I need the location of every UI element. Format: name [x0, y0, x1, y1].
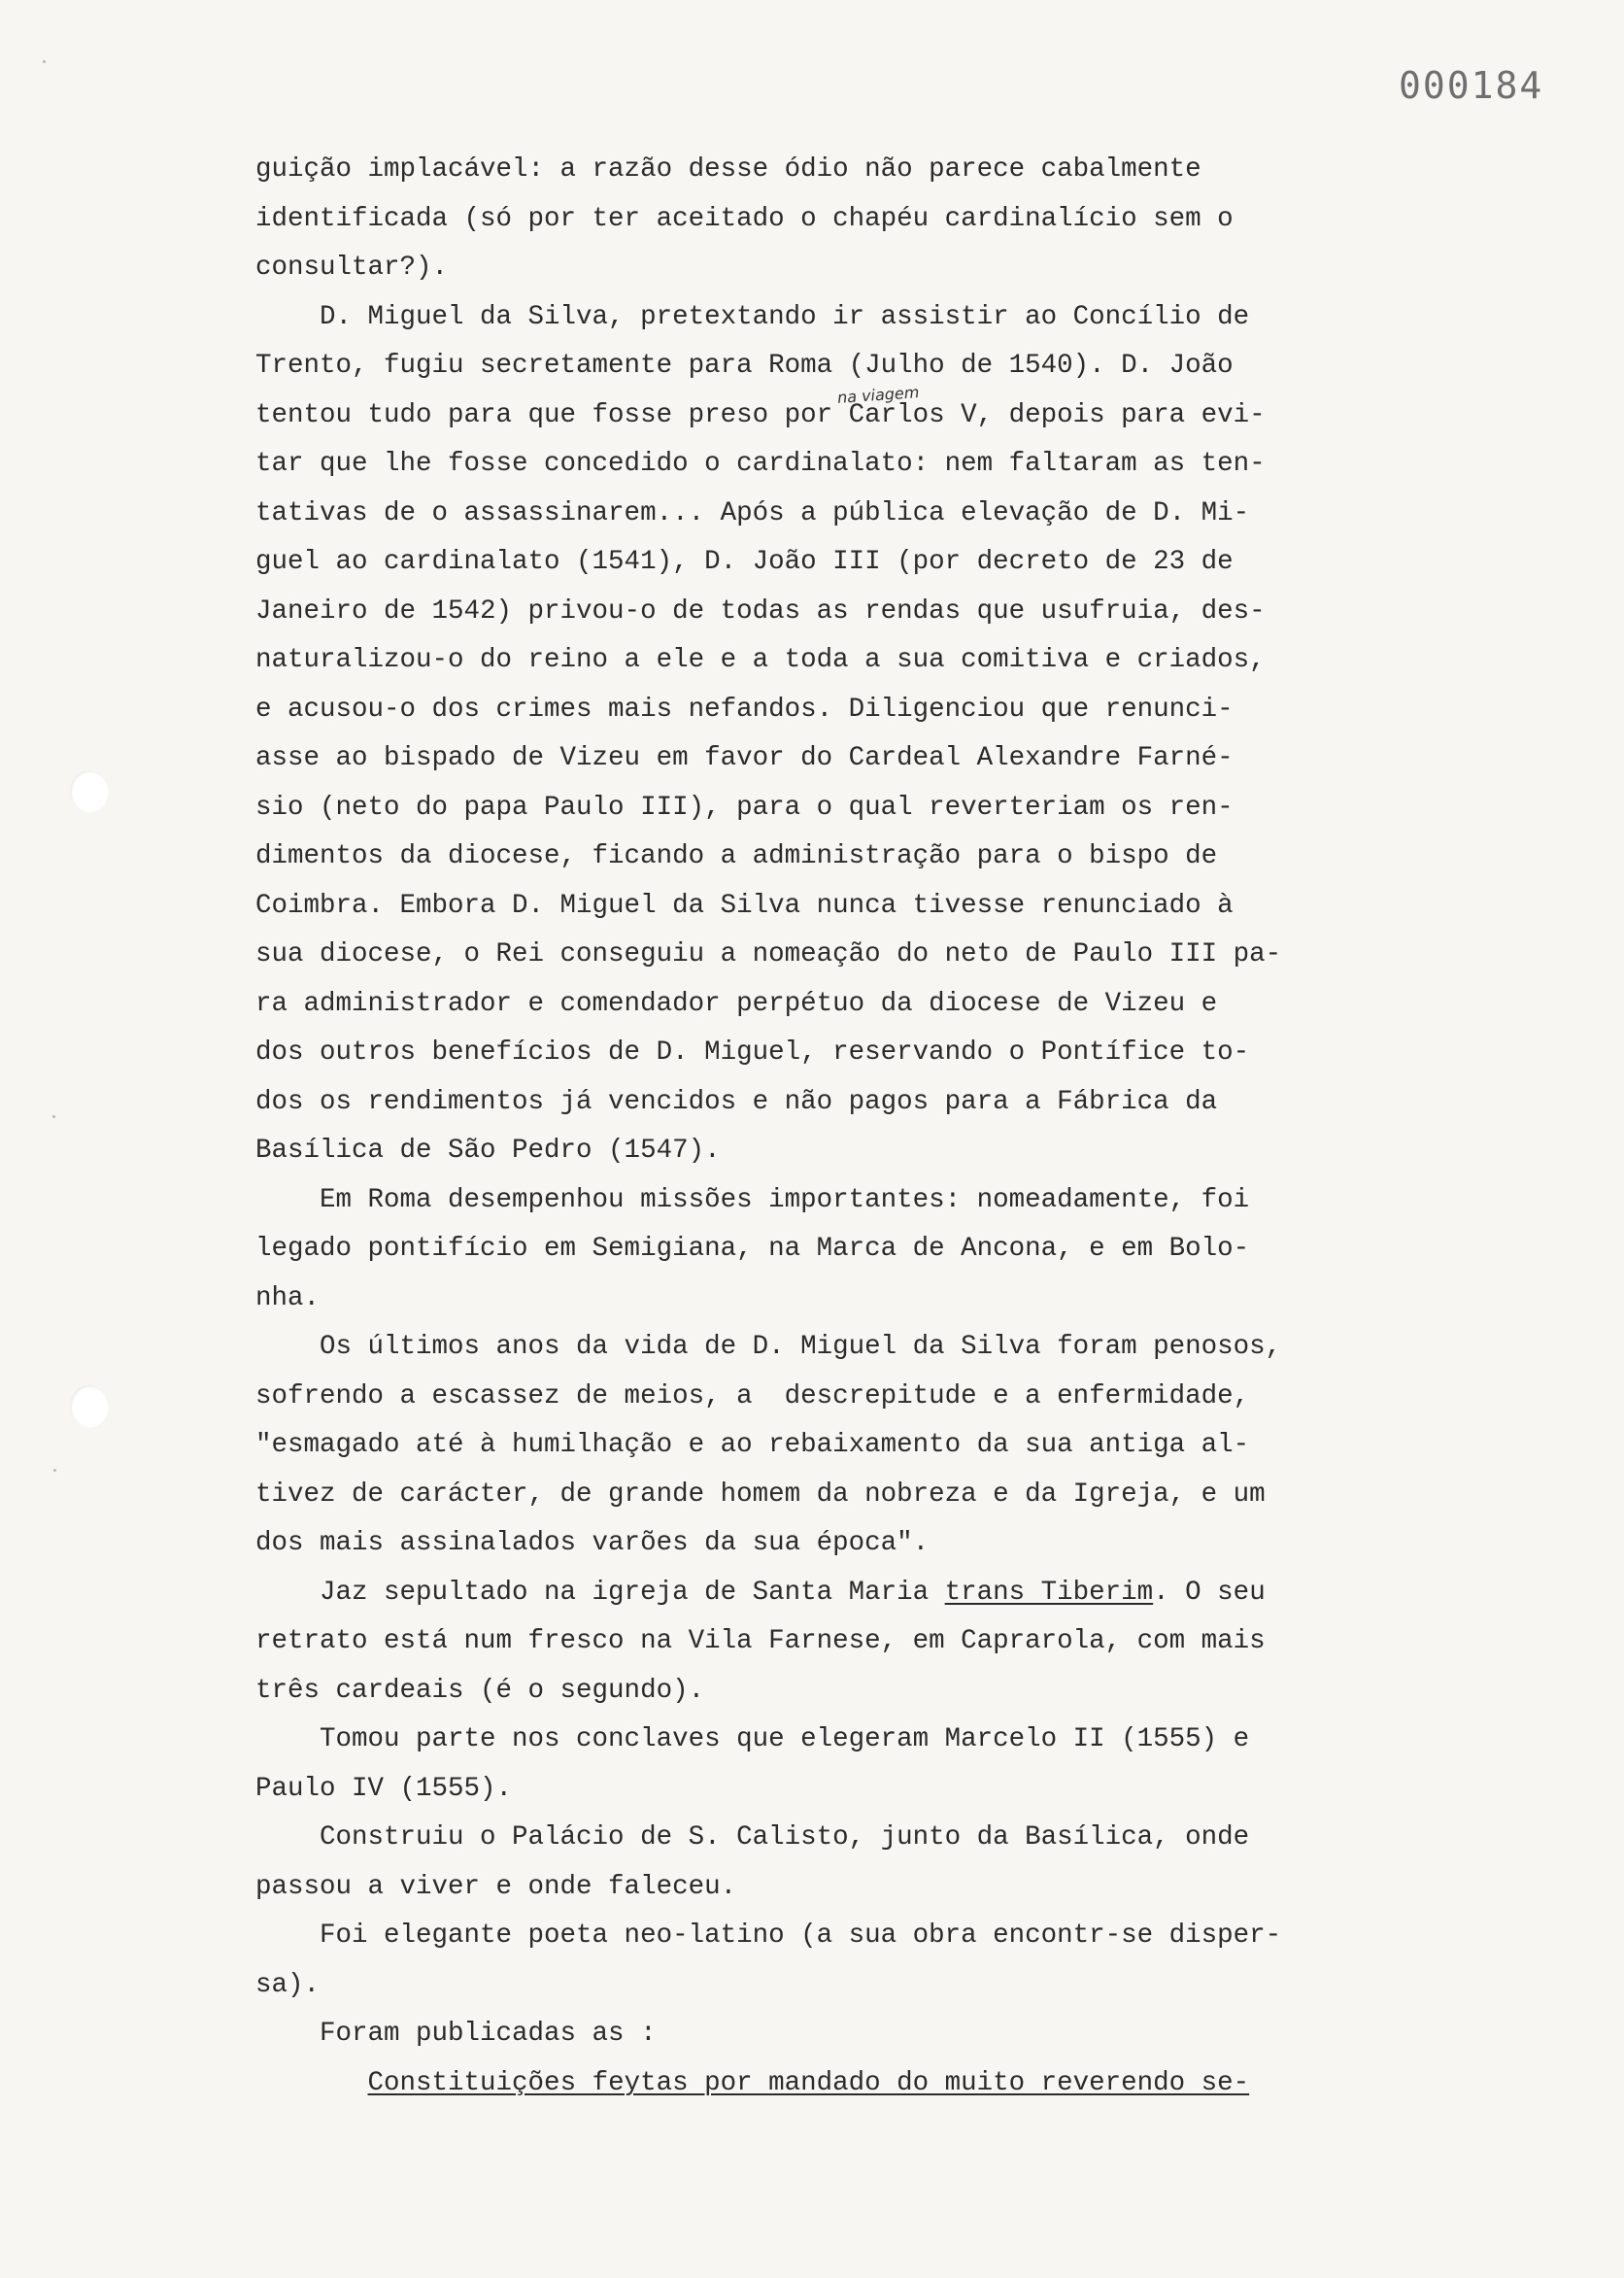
text-segment: sofrendo a escassez de meios, a descrepitude e a enfermidade,: [255, 1380, 1250, 1411]
text-line: [255, 882, 1528, 932]
text-segment: dos os rendimentos já vencidos e não pagos para a Fábrica da: [255, 1086, 1218, 1117]
paper-speck: [53, 1469, 56, 1472]
text-segment: Em Roma desempenhou missões importantes: nomeadamente, foi: [255, 1184, 1250, 1215]
text-line: [255, 784, 1528, 833]
text-segment: D. Miguel da Silva, pretextando ir assistir ao Concílio de: [255, 301, 1250, 332]
text-segment: tivez de carácter, de grande homem da nobreza e da Igreja, e um: [255, 1479, 1266, 1510]
text-line: [255, 1029, 1528, 1078]
text-line: [255, 1716, 1528, 1765]
text-segment: Construiu o Palácio de S. Calisto, junto da Basílica, onde: [255, 1822, 1250, 1853]
text-line: [255, 1373, 1528, 1422]
text-segment: identificada (só por ter aceitado o chapéu cardinalício sem o: [255, 203, 1234, 234]
text-segment: dimentos da diocese, ficando a administração para o bispo de: [255, 841, 1218, 871]
text-line: [255, 1275, 1528, 1324]
text-segment: guel ao cardinalato (1541), D. João III (por decreto de 23 de: [255, 547, 1234, 577]
text-segment: nha.: [255, 1282, 321, 1313]
text-segment: Foi elegante poeta neo-latino (a sua obra encontr-se disper-: [255, 1921, 1282, 1951]
text-line: [255, 833, 1528, 882]
text-segment: naturalizou-o do reino a ele e a toda a sua comitiva e criados,: [255, 645, 1266, 675]
text-segment: Tomou parte nos conclaves que elegeram Marcelo II (1555) e: [255, 1724, 1250, 1754]
text-segment: sua diocese, o Rei conseguiu a nomeação do neto de Paulo III pa-: [255, 939, 1282, 969]
text-segment: Janeiro de 1542) privou-o de todas as rendas que usufruia, des-: [255, 595, 1266, 627]
text-line: [255, 1765, 1528, 1815]
text-line: [255, 440, 1528, 490]
text-line: [255, 244, 1528, 293]
text-segment: Basílica de São Pedro (1547).: [255, 1136, 721, 1166]
text-segment: passou a viver e onde faleceu.: [255, 1871, 737, 1902]
text-line: [255, 1814, 1528, 1863]
text-line: [255, 1078, 1528, 1128]
text-segment: três cardeais (é o segundo).: [255, 1675, 705, 1706]
text-segment: Coimbra. Embora D. Miguel da Silva nunca tivesse renunciado à: [255, 890, 1234, 921]
text-segment: dos mais assinalados varões da sua época".: [255, 1528, 930, 1558]
text-line: [255, 1863, 1528, 1913]
text-line: [255, 342, 1528, 391]
text-line: [255, 195, 1528, 245]
paper-speck: [52, 1115, 55, 1118]
text-line: [255, 1471, 1528, 1520]
text-line: [255, 1323, 1528, 1373]
text-line: [255, 980, 1528, 1030]
text-segment: Os últimos anos da vida de D. Miguel da Silva foram penosos,: [255, 1332, 1282, 1362]
text-segment: tativas de o assassinarem... Após a pública elevação de D. Mi-: [255, 497, 1250, 528]
text-line: [255, 1519, 1528, 1569]
text-segment: . O seu: [1153, 1577, 1266, 1608]
text-line: [255, 1569, 1528, 1618]
text-line: [255, 538, 1528, 588]
text-line: [255, 1421, 1528, 1471]
handwritten-annotation: na viagem: [836, 383, 920, 407]
text-segment: dos outros benefícios de D. Miguel, reservando o Pontífice to-: [255, 1037, 1250, 1068]
text-line: [255, 1961, 1528, 2011]
text-line: [255, 636, 1528, 686]
text-line: [255, 734, 1528, 784]
text-line: [255, 1225, 1528, 1275]
text-segment: guição implacável: a razão desse ódio não parece cabalmente: [255, 154, 1201, 185]
text-segment: Foram publicadas as :: [255, 2019, 657, 2049]
text-segment: tentou tudo para que fosse preso por Carlos V, depois para evi-: [255, 399, 1266, 430]
text-line: [255, 2010, 1528, 2059]
text-line: [255, 1127, 1528, 1176]
text-line: [255, 686, 1528, 735]
page-number: 000184: [1399, 64, 1544, 107]
text-segment: sio (neto do papa Paulo III), para o qual reverteriam os ren-: [255, 792, 1234, 823]
underlined-text: Constituições feytas por mandado do muito reverendo se-: [367, 2067, 1250, 2098]
text-line: [255, 146, 1528, 195]
text-segment: sa).: [255, 1969, 321, 2000]
text-line: [255, 1912, 1528, 1961]
text-line: [255, 1667, 1528, 1717]
text-line: [255, 293, 1528, 343]
text-line: [255, 1617, 1528, 1667]
text-line: [255, 931, 1528, 980]
text-segment: retrato está num fresco na Vila Farnese, em Caprarola, com mais: [255, 1626, 1266, 1656]
text-segment: [255, 2068, 368, 2098]
text-segment: Trento, fugiu secretamente para Roma (Julho de 1540). D. João: [255, 351, 1234, 381]
text-segment: consultar?).: [255, 253, 449, 283]
punch-hole: [70, 1385, 109, 1428]
text-segment: "esmagado até à humilhação e ao rebaixamento da sua antiga al-: [255, 1430, 1250, 1460]
text-segment: legado pontifício em Semigiana, na Marca de Ancona, e em Bolo-: [255, 1234, 1250, 1264]
text-segment: e acusou-o dos crimes mais nefandos. Diligenciou que renunci-: [255, 694, 1234, 725]
underlined-text: trans Tiberim: [944, 1577, 1154, 1608]
text-segment: asse ao bispado de Vizeu em favor do Cardeal Alexandre Farné-: [255, 743, 1234, 773]
text-line: [255, 391, 1528, 441]
paper-speck: [43, 60, 46, 63]
text-segment: tar que lhe fosse concedido o cardinalato: nem faltaram as ten-: [255, 449, 1266, 479]
text-line: [255, 588, 1528, 637]
text-segment: Paulo IV (1555).: [255, 1773, 513, 1804]
punch-hole: [70, 770, 109, 813]
typewritten-text: [255, 146, 1528, 2108]
text-line: [255, 1176, 1528, 1226]
text-line: [255, 2059, 1528, 2109]
text-segment: Jaz sepultado na igreja de Santa Maria: [255, 1577, 945, 1608]
text-line: [255, 490, 1528, 539]
text-segment: ra administrador e comendador perpétuo da diocese de Vizeu e: [255, 988, 1218, 1019]
